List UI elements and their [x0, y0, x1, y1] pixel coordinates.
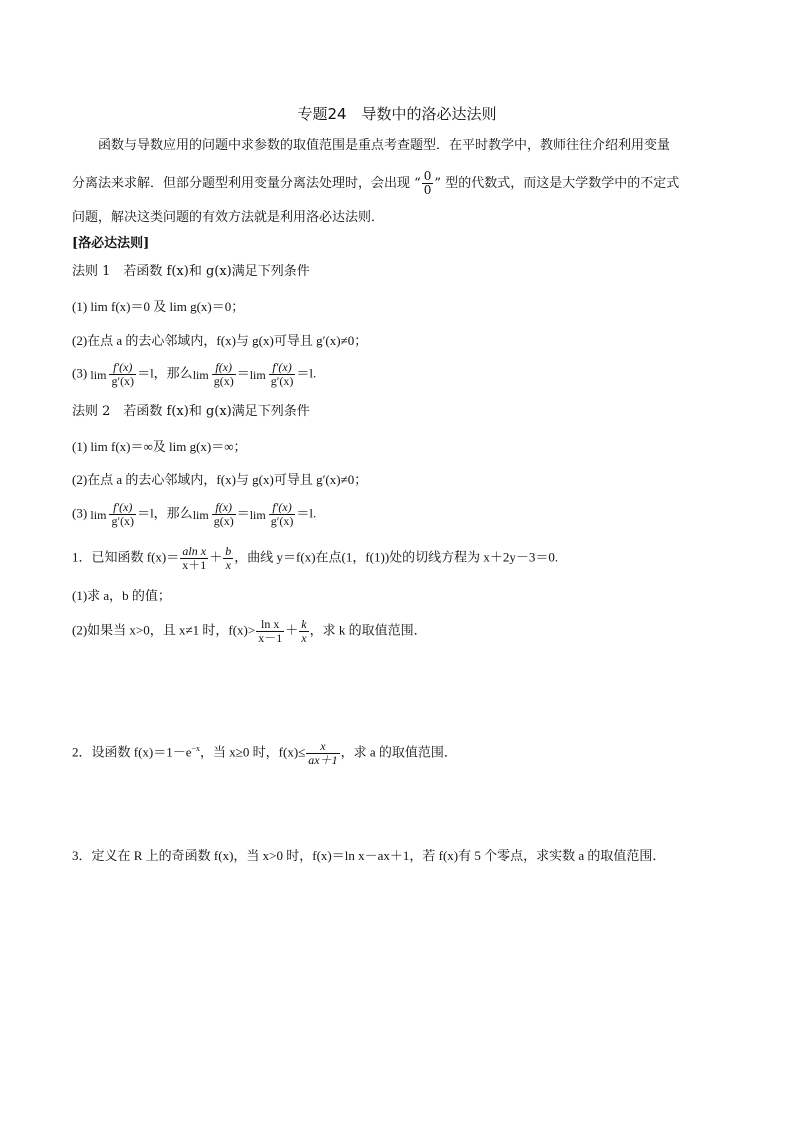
problem-text: ，曲线 y＝f(x)在点(1，f(1))处的切线方程为 x＋2y－3＝0. [234, 549, 559, 565]
fraction-denominator: g′(x) [270, 514, 294, 528]
fraction-denominator: g′(x) [111, 374, 135, 388]
fraction-numerator: ln x [256, 618, 284, 632]
section-heading: [洛必达法则] [72, 236, 150, 251]
function-ratio-fraction [212, 361, 236, 388]
problem1-q2-fraction-1 [256, 618, 284, 645]
limit-text: lim [192, 367, 209, 382]
fraction-numerator: x [306, 740, 339, 754]
limit-text: lim [249, 507, 266, 522]
problem2-fraction [306, 740, 339, 767]
plus-sign: ＋ [209, 549, 223, 565]
fraction-denominator: x－1 [258, 631, 283, 645]
problem1-fraction-1 [180, 545, 208, 572]
problem-text: (2)如果当 x>0，且 x≠1 时，f(x)> [72, 622, 256, 638]
page-title: 专题24 导数中的洛必达法则 [297, 105, 497, 123]
condition-text: ＝l. [296, 505, 317, 521]
derivative-ratio-fraction [269, 501, 296, 528]
problem3-stem: 3．定义在 R 上的奇函数 f(x)，当 x>0 时，f(x)＝ln x－ax＋1，若 f(x)有 5 个零点，求实数 a 的取值范围． [72, 848, 666, 863]
limit-operator [90, 509, 106, 521]
fraction-numerator: f(x) [212, 361, 236, 375]
derivative-ratio-fraction [269, 361, 296, 388]
problem2-stem [72, 739, 730, 767]
equals-sign: ＝ [236, 365, 250, 381]
limit-operator [193, 509, 209, 521]
condition-text: ＝l，那么 [137, 365, 193, 381]
limit-text: lim [90, 507, 107, 522]
problem1-fraction-2 [223, 545, 233, 572]
intro-line-1: 函数与导数应用的问题中求参数的取值范围是重点考查题型．在平时教学中，教师往往介绍利用变量 [98, 138, 671, 153]
limit-text: lim [192, 507, 209, 522]
problem1-stem [72, 545, 730, 572]
problem-text: ，求 a 的取值范围． [340, 744, 457, 760]
rule2-heading: 法则 2 若函数 f(x)和 g(x)满足下列条件 [72, 404, 310, 419]
exponent: −x [191, 744, 201, 753]
fraction-numerator: 0 [423, 169, 432, 183]
fraction-denominator: g(x) [213, 514, 234, 528]
fraction-numerator: k [301, 617, 307, 631]
fraction-denominator: g(x) [213, 374, 234, 388]
fraction-numerator: f(x) [212, 501, 236, 515]
zero-over-zero-fraction [422, 170, 434, 197]
problem-text: 2．设函数 f(x)＝1－e [72, 744, 192, 760]
condition-label: (3) [72, 365, 88, 381]
condition-text: ＝l，那么 [137, 505, 193, 521]
rule2-condition-3 [72, 501, 730, 528]
problem1-question-1: (1)求 a，b 的值； [72, 588, 171, 603]
intro-line-3: 问题，解决这类问题的有效方法就是利用洛必达法则． [72, 210, 385, 225]
problem-text: 1．已知函数 f(x)＝ [72, 549, 180, 565]
fraction-numerator: f′(x) [269, 361, 296, 375]
rule1-heading: 法则 1 若函数 f(x)和 g(x)满足下列条件 [72, 264, 310, 279]
fraction-denominator: ax＋1 [308, 752, 338, 767]
function-ratio-fraction [212, 501, 236, 528]
fraction-numerator: f′(x) [269, 501, 296, 515]
fraction-numerator: aln x [180, 545, 208, 559]
rule2-condition-1: (1) lim f(x)＝∞及 lim g(x)＝∞； [72, 439, 247, 454]
problem-text: ，求 k 的取值范围． [309, 622, 427, 638]
derivative-ratio-fraction [109, 361, 136, 388]
rule2-condition-2: (2)在点 a 的去心邻域内，f(x)与 g(x)可导且 g′(x)≠0； [72, 472, 368, 487]
intro-line-2-start: 分离法来求解．但部分题型利用变量分离法处理时，会出现 “ [72, 176, 421, 191]
limit-operator [90, 369, 106, 381]
rule1-condition-3 [72, 361, 730, 388]
fraction-numerator: f′(x) [109, 501, 136, 515]
condition-text: ＝l. [296, 365, 317, 381]
limit-operator [250, 509, 266, 521]
problem1-q2-fraction-2 [299, 618, 308, 645]
problem1-question-2 [72, 618, 730, 645]
limit-operator [193, 369, 209, 381]
limit-operator [250, 369, 266, 381]
fraction-numerator: b [225, 544, 232, 558]
rule1-condition-2: (2)在点 a 的去心邻域内，f(x)与 g(x)可导且 g′(x)≠0； [72, 333, 368, 348]
intro-line-2 [72, 170, 730, 197]
fraction-denominator: g′(x) [111, 514, 135, 528]
intro-line-2-end: ” 型的代数式，而这是大学数学中的不定式 [434, 176, 680, 191]
plus-sign: ＋ [285, 622, 299, 638]
condition-label: (3) [72, 505, 88, 521]
derivative-ratio-fraction [109, 501, 136, 528]
fraction-denominator: 0 [423, 183, 432, 197]
rule1-condition-1: (1) lim f(x)＝0 及 lim g(x)＝0； [72, 299, 245, 314]
fraction-denominator: x [301, 631, 307, 645]
fraction-denominator: x＋1 [182, 558, 207, 572]
equals-sign: ＝ [236, 505, 250, 521]
limit-text: lim [90, 367, 107, 382]
problem-text: ，当 x≥0 时，f(x)≤ [200, 744, 306, 760]
fraction-numerator: f′(x) [109, 361, 136, 375]
fraction-denominator: g′(x) [270, 374, 294, 388]
fraction-denominator: x [225, 558, 231, 572]
limit-text: lim [249, 367, 266, 382]
